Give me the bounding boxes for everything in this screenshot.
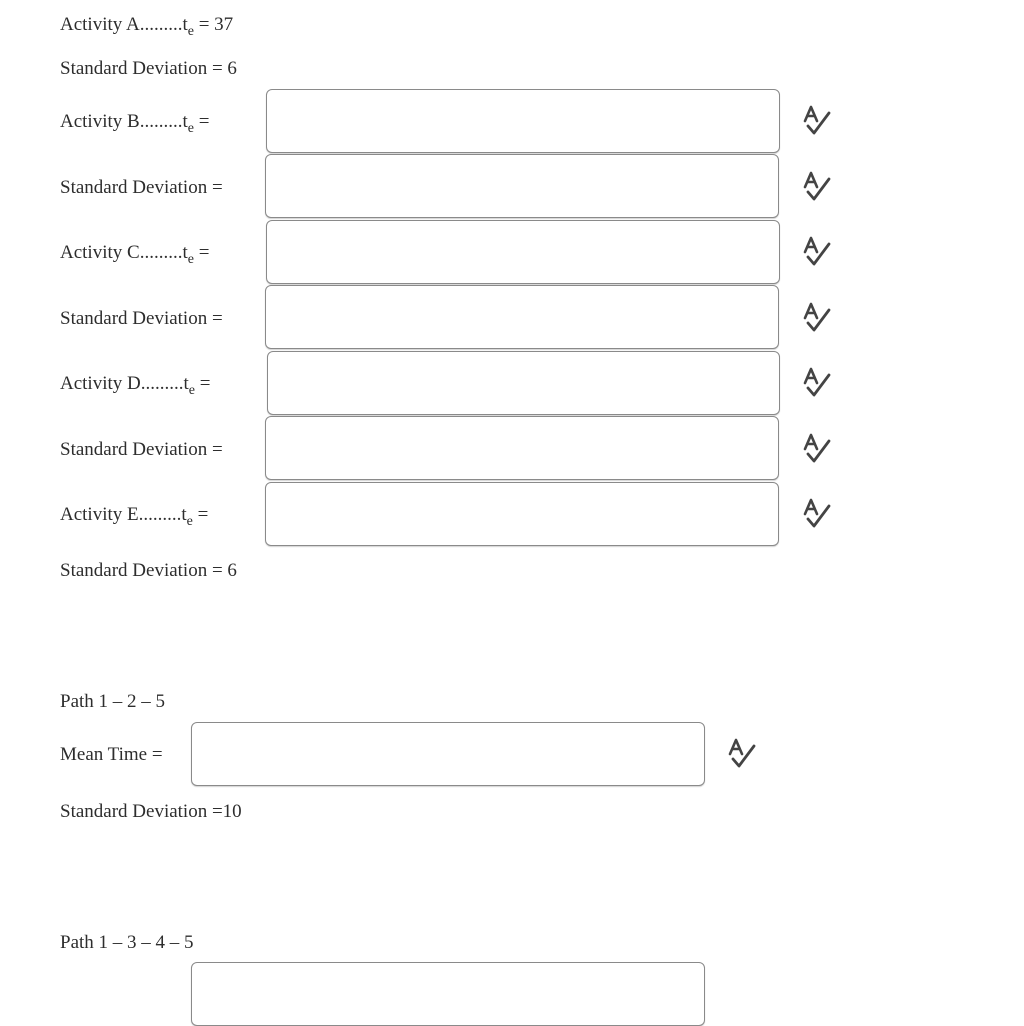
spellcheck-icon[interactable]: [802, 498, 832, 530]
activity-b-te-label: Activity $B.........t_e$ =: [60, 111, 210, 136]
path-1-2-5-mean-field[interactable]: [191, 722, 705, 786]
spellcheck-icon[interactable]: [802, 302, 832, 334]
spellcheck-icon[interactable]: [802, 105, 832, 137]
spellcheck-icon[interactable]: [727, 738, 757, 770]
spellcheck-icon[interactable]: [802, 433, 832, 465]
activity-c-sd-label: Standard Deviation =: [60, 308, 223, 329]
activity-e-te-field[interactable]: [265, 482, 779, 546]
activity-c-te-label: Activity $C.........t_e$ =: [60, 242, 210, 267]
path-1-3-4-5-mean-input[interactable]: [192, 963, 704, 1025]
activity-c-sd-field[interactable]: [265, 285, 779, 349]
activity-b-te-input[interactable]: [267, 90, 779, 152]
activity-c-te-field[interactable]: [266, 220, 780, 284]
activity-a-label: Activity $A.........t_e = 37$: [60, 14, 234, 39]
activity-b-te-field[interactable]: [266, 89, 780, 153]
activity-d-sd-input[interactable]: [266, 417, 778, 479]
spellcheck-icon[interactable]: [802, 367, 832, 399]
spellcheck-icon[interactable]: [802, 171, 832, 203]
activity-e-sd-label: Standard Deviation = 6: [60, 560, 237, 581]
activity-b-sd-field[interactable]: [265, 154, 779, 218]
activity-c-te-input[interactable]: [267, 221, 779, 283]
activity-d-sd-label: Standard Deviation =: [60, 439, 223, 460]
path-1-3-4-5-mean-field[interactable]: [191, 962, 705, 1026]
activity-d-te-input[interactable]: [268, 352, 779, 414]
activity-e-te-label: Activity $E.........t_e$ =: [60, 504, 209, 529]
spellcheck-icon[interactable]: [802, 236, 832, 268]
path-1-2-5-sd-label: Standard Deviation =10: [60, 801, 242, 822]
activity-c-sd-input[interactable]: [266, 286, 778, 348]
activity-b-sd-input[interactable]: [266, 155, 778, 217]
activity-d-te-label: Activity $D.........t_e$ =: [60, 373, 211, 398]
activity-d-sd-field[interactable]: [265, 416, 779, 480]
activity-e-te-input[interactable]: [266, 483, 778, 545]
path-1-2-5-mean-label: Mean Time =: [60, 744, 163, 765]
path-1-3-4-5-label: Path 1 – 3 – 4 – 5: [60, 932, 194, 953]
path-1-2-5-mean-input[interactable]: [192, 723, 704, 785]
activity-b-sd-label: Standard Deviation =: [60, 177, 223, 198]
activity-a-sd-label: Standard Deviation = 6: [60, 58, 237, 79]
path-1-2-5-label: Path 1 – 2 – 5: [60, 691, 166, 712]
activity-d-te-field[interactable]: [267, 351, 780, 415]
